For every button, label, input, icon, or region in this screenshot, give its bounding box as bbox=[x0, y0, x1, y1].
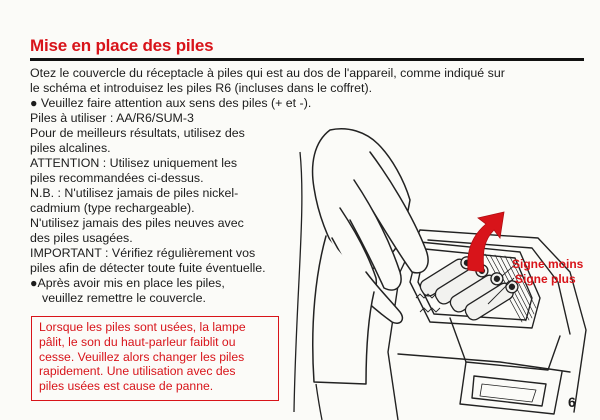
intro-bullet: ● Veuillez faire attention aux sens des piles (+ et -). bbox=[30, 96, 312, 110]
section-title: Mise en place des piles bbox=[30, 36, 214, 55]
warning-line: cesse. Veuillez alors changer les piles bbox=[39, 349, 245, 364]
minus-sign-label: Signe moins bbox=[512, 257, 584, 271]
important-line: IMPORTANT : Vérifiez régulièrement vos bbox=[30, 246, 256, 260]
instruction-line: piles recommandées ci-dessus. bbox=[30, 171, 204, 185]
battery-instructions bbox=[30, 111, 300, 306]
instruction-line: cadmium (type rechargeable). bbox=[30, 201, 195, 215]
instruction-line: N'utilisez jamais des piles neuves avec bbox=[30, 216, 244, 230]
intro-line: Otez le couvercle du réceptacle à piles qui est au dos de l'appareil, comme indiqué sur bbox=[30, 66, 505, 80]
title-rule bbox=[30, 58, 584, 61]
instruction-line: veuillez remettre le couvercle. bbox=[42, 291, 206, 305]
warning-line: Lorsque les piles sont usées, la lampe bbox=[39, 320, 246, 334]
intro-line: le schéma et introduisez les piles R6 (incluses dans le coffret). bbox=[30, 81, 373, 95]
attention-line: ATTENTION : Utilisez uniquement les bbox=[30, 156, 238, 170]
hand-icon bbox=[313, 129, 428, 384]
intro-paragraph bbox=[30, 66, 586, 111]
warning-line: piles usées est cause de panne. bbox=[39, 379, 214, 394]
instruction-line: piles alcalines. bbox=[30, 141, 111, 155]
instruction-line: des piles usagées. bbox=[30, 231, 133, 245]
lift-arrow-icon bbox=[468, 212, 504, 272]
warning-line: rapidement. Une utilisation avec des bbox=[39, 364, 236, 379]
page-number: 6 bbox=[568, 394, 576, 410]
instruction-line: piles afin de détecter toute fuite éventuelle. bbox=[30, 261, 266, 275]
battery-insertion-illustration bbox=[270, 122, 600, 420]
warning-line: pâlit, le son du haut-parleur faiblit ou bbox=[39, 334, 236, 349]
instruction-line: Pour de meilleurs résultats, utilisez des bbox=[30, 126, 245, 140]
low-battery-warning-box bbox=[31, 316, 279, 401]
plus-sign-label: Signe plus bbox=[515, 272, 576, 286]
bullet-line: ●Après avoir mis en place les piles, bbox=[30, 276, 225, 290]
note-line: N.B. : N'utilisez jamais de piles nickel- bbox=[30, 186, 239, 200]
battery-type-line: Piles à utiliser : AA/R6/SUM-3 bbox=[30, 111, 194, 125]
